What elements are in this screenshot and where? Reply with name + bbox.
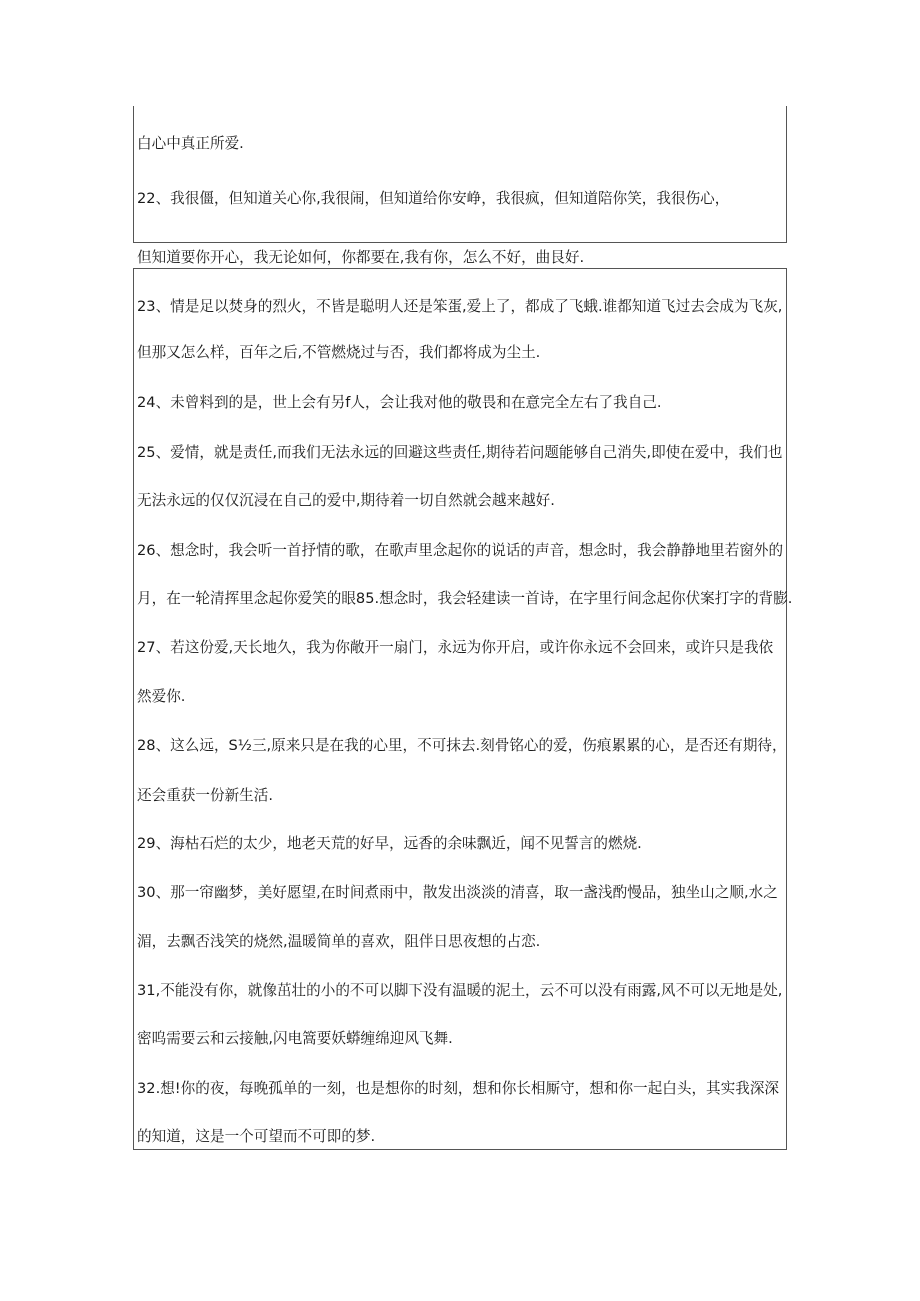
text-line: 23、情是足以焚身的烈火，不皆是聪明人还是笨蛋,爱上了，都成了飞蛾.谁都知道飞过去会成为飞灰,	[137, 298, 783, 315]
text-line: 27、若这份爱,天长地久，我为你敞开一扇门，永远为你开启，或许你永远不会回来，或许只是我依	[137, 639, 774, 656]
text-line: 32.想!你的夜，每晚孤单的一刻，也是想你的时刻，想和你长相厮守，想和你一起白头，其实我深深	[137, 1080, 780, 1097]
text-line: 的知道，这是一个可望而不可即的梦.	[137, 1128, 376, 1145]
text-line: 22、我很僵，但知道关心你,我很闹，但知道给你安峥，我很疯，但知道陪你笑，我很伤心，	[137, 190, 730, 207]
text-line: 但那又怎么样，百年之后,不管燃烧过与否，我们都将成为尘土.	[137, 344, 541, 361]
text-line: 26、想念时，我会听一首抒情的歌，在歌声里念起你的说话的声音，想念时，我会静静地里若窗外的	[137, 542, 784, 559]
text-line: 还会重获一份新生活.	[137, 787, 273, 804]
text-line: 白心中真正所爱.	[137, 135, 244, 152]
text-line: 月，在一轮清挥里念起你爱笑的眼85.想念时，我会轻建读一首诗，在字里行间念起你伏案打字的背膨.	[137, 590, 793, 607]
text-line: 28、这么远，S½三,原来只是在我的心里，不可抹去.刻骨铭心的爱，伤痕累累的心，是否还有期待，	[137, 737, 787, 754]
text-line: 31,不能没有你，就像茁壮的小的不可以脚下没有温暖的泥土，云不可以没有雨露,风不可以无地是处,	[137, 982, 783, 999]
text-line: 但知道要你开心，我无论如何，你都要在,我有你，怎么不好，曲艮好.	[137, 249, 585, 266]
text-line: 密呜需要云和云接触,闪电篙要妖蟒缠绵迎风飞舞.	[137, 1030, 453, 1047]
text-line: 29、海枯石烂的太少，地老天荒的好早，远香的余味飘近，闻不见誓言的燃烧.	[137, 835, 642, 852]
text-line: 30、那一帘幽梦，美好愿望,在时间煮雨中，散发出淡淡的清喜，取一盏浅酌慢品，独坐山之顺,水之	[137, 884, 778, 901]
text-frame-top	[133, 106, 787, 243]
text-line: 25、爱情，就是责任,而我们无法永远的回避这些责任,期待若问题能够自己消失,即使在爱中，我们也	[137, 444, 783, 461]
text-line: 24、未曾料到的是，世上会有另f人，会让我对他的敬畏和在意完全左右了我自己.	[137, 394, 662, 411]
text-line: 无法永远的仅仅沉浸在自己的爱中,期待着一切自然就会越来越好.	[137, 492, 555, 509]
text-line: 然爱你.	[137, 688, 186, 705]
text-line: 湄，去飘否浅笑的烧然,温暖简单的喜欢，阻伴日思夜想的占恋.	[137, 933, 541, 950]
